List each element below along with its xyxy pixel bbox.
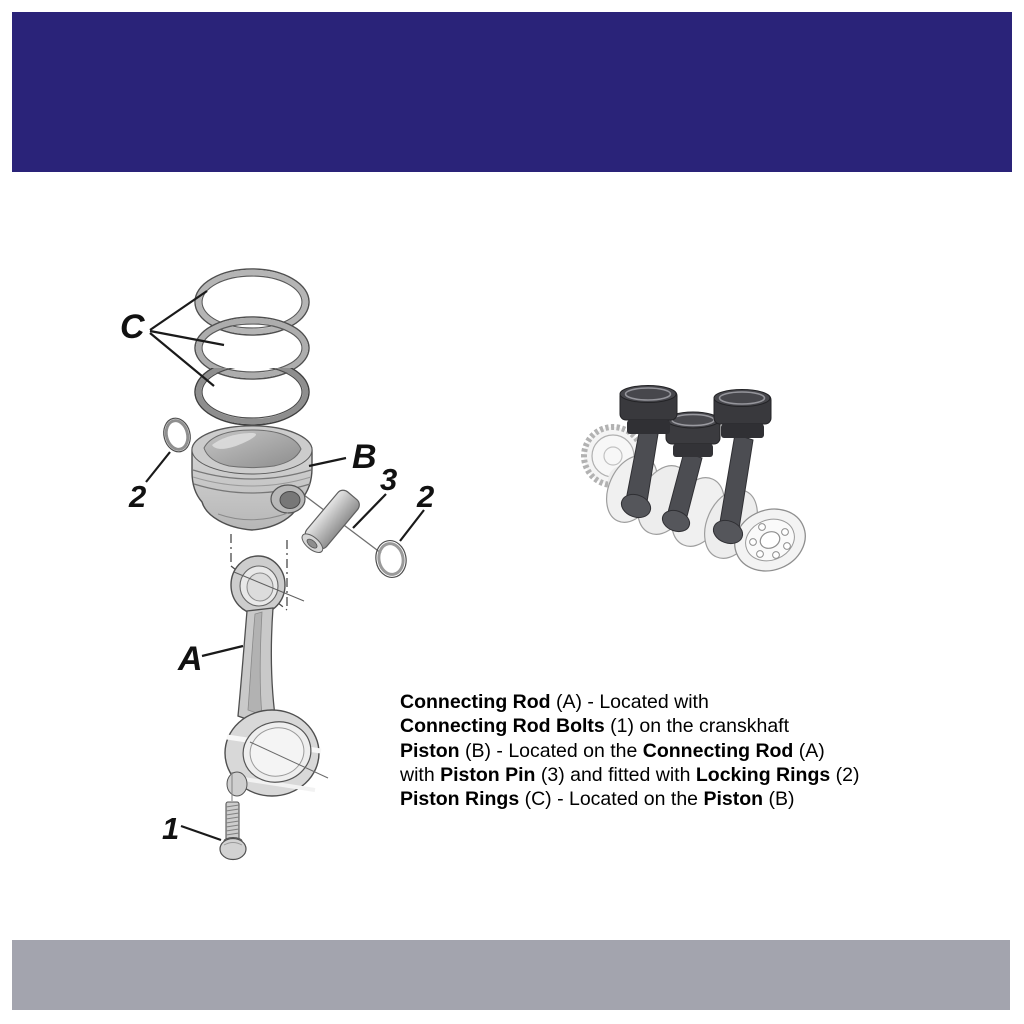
leader-line-a [202, 646, 243, 656]
connecting-rod-illustration [177, 556, 328, 796]
piston-ring-bottom [195, 359, 309, 425]
leader-line-2-right [400, 510, 424, 541]
leader-line-1 [181, 826, 221, 840]
label-piston-rings: C [120, 308, 145, 346]
leader-line-b [309, 458, 346, 466]
assembly-piston-right [714, 390, 771, 439]
assembly-piston-left [620, 386, 677, 435]
locking-ring-left-illustration [128, 415, 194, 514]
caption-line-4: with Piston Pin (3) and fitted with Locking Rings (2) [400, 763, 860, 786]
label-bolt: 1 [162, 811, 180, 846]
crankshaft-assembly-illustration [584, 386, 815, 582]
piston-rings-illustration [120, 269, 309, 425]
label-connecting-rod: A [178, 640, 203, 678]
label-locking-ring-right: 2 [417, 479, 435, 514]
label-piston: B [352, 438, 377, 476]
caption-line-1: Connecting Rod (A) - Located with [400, 691, 709, 713]
caption [400, 690, 920, 811]
caption-line-2: Connecting Rod Bolts (1) on the cranskhaft [400, 715, 789, 738]
caption-line-5: Piston Rings (C) - Located on the Piston (B) [400, 788, 795, 811]
piston-pin-illustration [299, 462, 398, 556]
caption-line-3: Piston (B) - Located on the Connecting Rod (A) [400, 739, 825, 762]
label-piston-pin: 3 [380, 462, 398, 497]
leader-line-2-left [146, 452, 170, 482]
label-locking-ring-left: 2 [129, 479, 147, 514]
leader-line-3 [353, 494, 386, 528]
bottom-banner [12, 940, 1010, 1010]
